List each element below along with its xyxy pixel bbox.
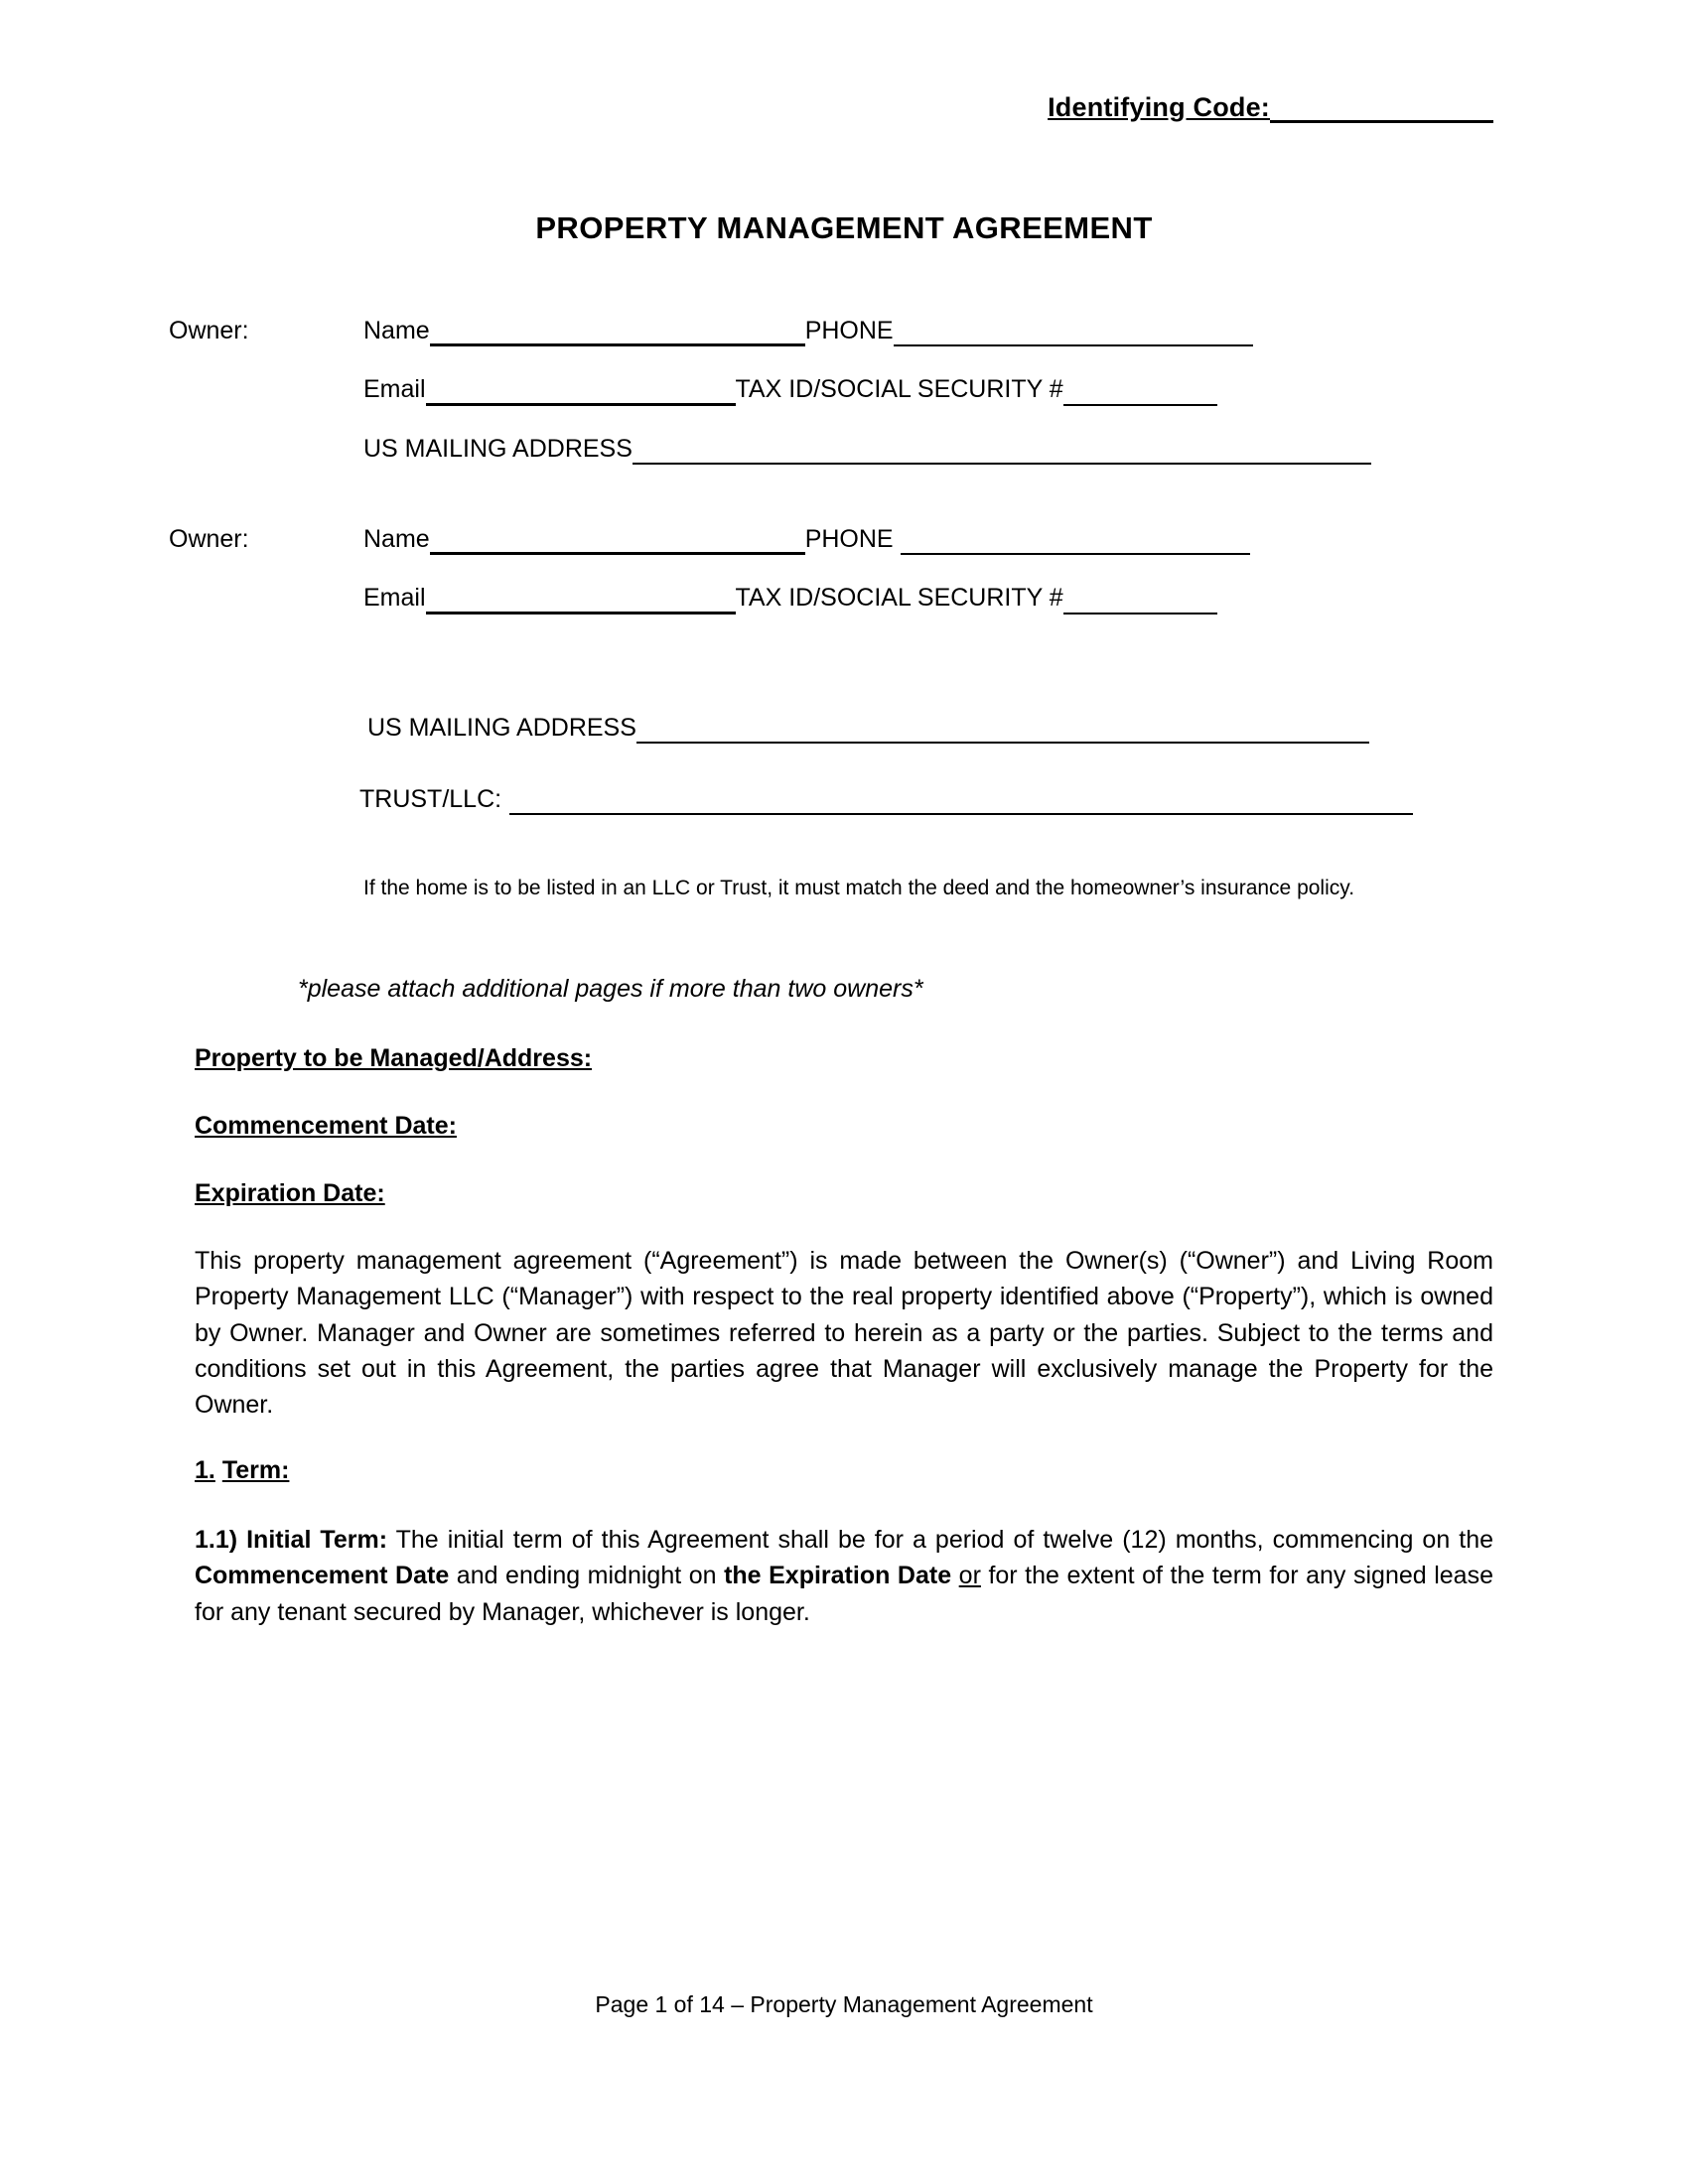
owner-1-mailing-input[interactable] [633,441,1371,465]
page-footer: Page 1 of 14 – Property Management Agreement [595,1991,1093,2017]
owner-1-email-label: Email [363,375,426,404]
trust-llc-input[interactable] [509,791,1413,815]
identifying-code-label: Identifying Code: [1048,92,1270,122]
owner-1-email-input[interactable] [426,381,736,406]
clause-1-1-underline-or: or [958,1562,981,1590]
owner-1-label: Owner: [169,317,249,344]
owner-1-tax-id-input[interactable] [1063,382,1217,406]
trust-llc-note: If the home is to be listed in an LLC or Trust, it must match the deed and the homeowner’s insurance policy. [363,877,1355,899]
trust-llc-label: TRUST/LLC: [359,785,502,813]
attach-pages-note: *please attach additional pages if more than two owners* [298,975,923,1003]
owner-2-tax-id-label: TAX ID/SOCIAL SECURITY # [735,584,1063,613]
owner-1-fields [363,316,1503,492]
trust-llc-row [359,784,1501,815]
owner-1-name-phone-row [363,316,1503,346]
clause-1-1-label: 1.1) Initial Term: [195,1526,388,1554]
identifying-code-row [195,91,1493,123]
clause-1-1-part1: The initial term of this Agreement shall be for a period of twelve (12) months, commencing on the [387,1526,1494,1554]
owner-1-email-tax-row [363,374,1503,405]
owner-1-tax-id-label: TAX ID/SOCIAL SECURITY # [735,375,1063,404]
owner-2-name-label: Name [363,525,430,553]
owner-2-email-tax-row [363,583,1503,614]
owner-1-mailing-row [363,434,1503,465]
owner-2-phone-input[interactable] [901,531,1250,555]
heading-property-address [195,1042,1493,1075]
heading-commencement-date-text: Commencement Date: [195,1112,457,1140]
clause-1-1-bold-commencement: Commencement Date [195,1562,450,1590]
heading-section-1-term [195,1454,1493,1487]
section-1-number: 1. [195,1456,215,1484]
owner-1-phone-label: PHONE [804,317,894,344]
owner-2-email-label: Email [363,584,426,613]
heading-expiration-date-text: Expiration Date: [195,1179,385,1207]
owner-2-mailing-row [367,713,1499,744]
intro-paragraph: This property management agreement (“Agreement”) is made between the Owner(s) (“Owner”) and Living Room Property Management LLC (“Manager”) with respect to the real property identified above (“Property”), which is owned by Owner. Manager and Owner are sometimes referred to herein as a party or the parties. Subject to the terms and conditions set out in this Agreement, the parties agree that Manager will exclusively manage the Property for the Owner. [195,1247,1493,1419]
owner-2-name-input[interactable] [430,530,805,555]
heading-commencement-date [195,1110,1493,1143]
owner-2-name-phone-row [363,524,1503,555]
clause-1-1-part4: for the extent of the term for any signed lease for any tenant secured by Manager, whichever is longer. [195,1562,1493,1626]
owner-2-label: Owner: [169,525,249,553]
clause-1-1-part2: and ending midnight on [449,1562,725,1590]
owner-1-mailing-label: US MAILING ADDRESS [363,434,633,463]
clause-1-1-bold-expiration: the Expiration Date [724,1562,952,1590]
clause-1-1-part3 [951,1562,959,1589]
owner-2-tax-id-input[interactable] [1063,591,1217,614]
owner-1-name-label: Name [363,317,430,344]
owner-2-email-input[interactable] [426,590,736,614]
heading-property-address-text: Property to be Managed/Address: [195,1044,593,1072]
owner-2-mailing-label: US MAILING ADDRESS [367,714,636,742]
owner-2-phone-label: PHONE [804,525,901,553]
identifying-code-blank[interactable] [1270,93,1493,123]
heading-expiration-date [195,1177,1493,1210]
owner-1-phone-input[interactable] [894,323,1253,346]
page-title: PROPERTY MANAGEMENT AGREEMENT [535,210,1153,245]
section-1-title: Term: [221,1456,290,1484]
owner-2-mailing-input[interactable] [636,720,1369,744]
clause-1-1-initial-term [195,1522,1493,1630]
owner-1-name-input[interactable] [430,322,805,346]
owner-2-fields [363,524,1503,642]
